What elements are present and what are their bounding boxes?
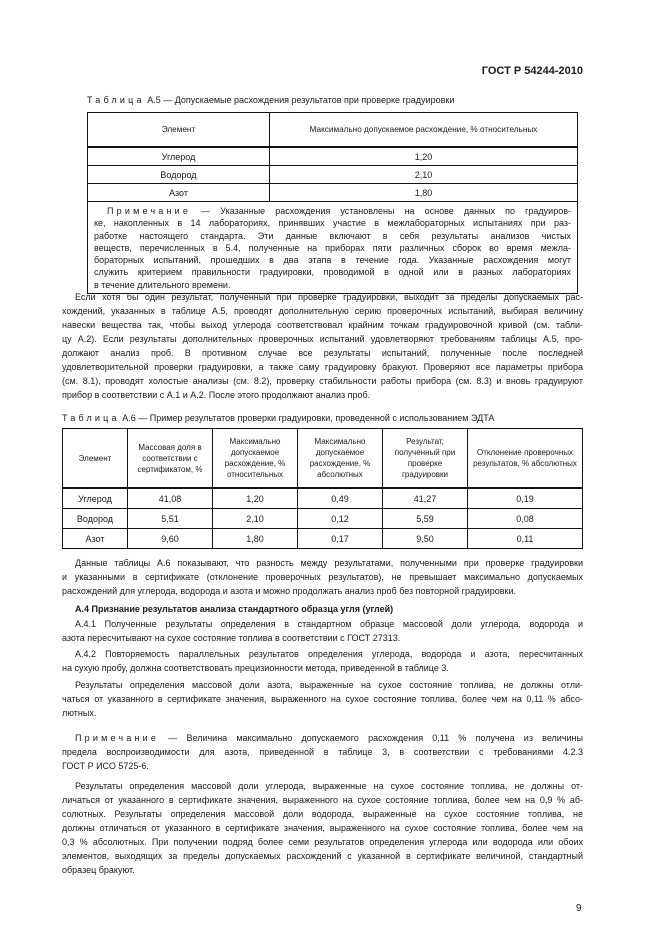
text-line: и указанными в сертификате (отклонение проверочных результатов), не превышает максимально допускаемых <box>62 572 583 582</box>
text-line: предела воспроизводимости для азота, приведенной в таблице 3, в соответствии с требованиями 4.2.3 <box>62 747 583 757</box>
cell: 1,80 <box>213 529 298 549</box>
cell: Азот <box>88 184 270 202</box>
text-line: Если хотя бы один результат, полученный при проверке градуировки, выходит за пределы допускаемых рас- <box>75 292 583 302</box>
cell: 0,17 <box>298 529 383 549</box>
paragraph-a42 <box>62 647 583 675</box>
column-header: Элемент <box>88 113 270 148</box>
text-line: чаться от указанного в сертификате значения, выраженного на сухое состояние топлива, более чем на 0,11 % абсо- <box>62 694 583 704</box>
cell: 41,08 <box>128 488 213 509</box>
text-line: в течение длительного времени. <box>94 279 231 290</box>
cell: 0,12 <box>298 509 383 529</box>
note-a4 <box>62 731 583 773</box>
table-row <box>63 488 583 509</box>
cell: Водород <box>63 509 128 529</box>
cell: 0,49 <box>298 488 383 509</box>
note-line <box>94 205 571 217</box>
text-line: личаться от указанного в сертификате значения, выраженного на сухое состояние топлива, более чем на 0,9 % аб- <box>62 795 583 805</box>
table-row <box>63 529 583 549</box>
paragraph-body <box>62 556 583 598</box>
text-line: Результаты определения массовой доли азота, выраженные на сухое состояние топлива, не должны отли- <box>75 680 583 690</box>
text-line: навески вещества так, чтобы выход углерода соответствовал крайним точкам градуировочной кривой (см. табли- <box>62 320 583 330</box>
note-body <box>62 745 583 773</box>
table-a5-caption <box>87 95 454 105</box>
text-line: элементов, выходящих за пределы допускаемых расхождений с указанной в сертификате величиной, стандартный <box>62 851 583 861</box>
document-id: ГОСТ Р 54244-2010 <box>481 65 583 77</box>
table-row <box>88 147 578 166</box>
table-row <box>63 509 583 529</box>
cell: 41,27 <box>383 488 468 509</box>
cell: Углерод <box>63 488 128 509</box>
text-line: 0,3 % абсолютных. При получении подряд более семи результатов определения углерода или водорода или обоих <box>62 837 583 847</box>
text-line: на сухую пробу, должна соответствовать прецизионности метода, приведенной в таблице 3. <box>62 663 449 673</box>
paragraph-table-a6-summary <box>62 556 583 598</box>
section-heading-a4: А.4 Признание результатов анализа стандартного образца угля (углей) <box>75 604 394 614</box>
text-line: прибор в соответствии с А.1 и А.2. После этого продолжают анализ проб. <box>62 390 371 400</box>
note-line <box>62 731 583 745</box>
column-header: Отклонение проверочных результатов, % абсолютных <box>468 429 583 489</box>
paragraph-nitrogen <box>62 678 583 720</box>
cell: 0,11 <box>468 529 583 549</box>
text-line: солютных. Результаты определения массовой доли водорода, выраженные на сухое состояние топлива, не <box>62 809 583 819</box>
cell: Углерод <box>88 147 270 166</box>
note-label: Примечание <box>75 733 160 743</box>
text-line: А.4.1 Полученные результаты определения в стандартном образце массовой доли углерода, водорода и <box>75 619 583 629</box>
text-line: расхождений для углерода, водорода и азота и можно продолжать анализ проб без повторной градуировки. <box>62 586 517 596</box>
caption-text: А.6 — Пример результатов проверки градуировки, проведенной с использованием ЭДТА <box>122 413 495 423</box>
cell: 9,50 <box>383 529 468 549</box>
page-number: 9 <box>576 903 582 914</box>
caption-label: Таблица <box>87 95 145 105</box>
text-line: А.4.2 Повторяемость параллельных результатов определения углерода, водорода и азота, пересчитанных <box>75 649 583 659</box>
column-header: Результат, полученный при проверке градуировки <box>383 429 468 489</box>
cell: 0,08 <box>468 509 583 529</box>
paragraph-recheck <box>62 290 583 402</box>
text-line: служить критерием правильности градуировки, проводимой в одной или в разных лабораториях <box>94 267 571 278</box>
cell: 1,20 <box>213 488 298 509</box>
cell: 9,60 <box>128 529 213 549</box>
note-label: Примечание <box>107 206 192 216</box>
text-line: азота пересчитывают на сухое состояние топлива в соответствии с ГОСТ 27313. <box>62 633 401 643</box>
text-line: веществ, перечисленных в 5.4, полученные на приборах пяти различных сборок во время межла- <box>94 242 571 253</box>
text-line: цу А.2). Если результаты дополнительных проверочных испытаний удовлетворяют требованиям таблицы А.5, про- <box>62 334 583 344</box>
column-header: Элемент <box>63 429 128 489</box>
table-note <box>88 202 578 294</box>
paragraph-a41 <box>62 617 583 645</box>
table-a5 <box>87 112 578 294</box>
text-line: лютных. <box>62 708 97 718</box>
table-row <box>88 166 578 184</box>
table-row <box>88 184 578 202</box>
paragraph-carbon-hydrogen <box>62 779 583 877</box>
cell: 5,59 <box>383 509 468 529</box>
text-line: хождений, указанных в таблице А.5, проводят дополнительную серию проверочных испытаний, выбирая величину <box>62 306 583 316</box>
table-a6-caption <box>62 413 494 423</box>
text-line: Данные таблицы А.6 показывают, что разность между результатами, полученными при проверке градуировки <box>75 558 583 568</box>
cell: 1,80 <box>270 184 578 202</box>
note-body <box>94 217 571 291</box>
text-line: ГОСТ Р ИСО 5725-6. <box>62 761 149 771</box>
column-header: Максимально допускаемое расхождение, % абсолютных <box>298 429 383 489</box>
text-line: (см. 8.1), проводят холостые анализы (см. 8.2), проверку стабильности работы прибора (см. 8.3) и вновь градуируют <box>62 376 583 386</box>
note-text: — Указанные расхождения установлены на основе данных по градуиров- <box>191 206 571 216</box>
note-text: — Величина максимально допускаемого расхождения 0,11 % получена из величины <box>168 733 583 743</box>
caption-text: А.5 — Допускаемые расхождения результатов при проверке градуировки <box>147 95 455 105</box>
cell: 5,51 <box>128 509 213 529</box>
text-line: ке, накопленных в 14 лабораториях, принявших участие в межлабораторных испытаниях при раз- <box>94 218 571 229</box>
text-line: должны отличаться от указанного в сертификате значения, выраженного на сухое состояние топлива, более чем на <box>62 823 583 833</box>
column-header: Максимально допускаемое расхождение, % относительных <box>270 113 578 148</box>
table-a6 <box>62 428 583 549</box>
text-line: бораторных испытаний, прошедших в два этапа в течение года. Указанные расхождения могут <box>94 255 571 266</box>
cell: 1,20 <box>270 147 578 166</box>
text-line: работке настоящего стандарта. Эти данные включают в себя результаты анализов чистых <box>94 230 571 241</box>
text-line: должают анализ проб. В противном случае все результаты испытаний, полученные после последней <box>62 348 583 358</box>
cell: Водород <box>88 166 270 184</box>
cell: Азот <box>63 529 128 549</box>
caption-label: Таблица <box>62 413 120 423</box>
column-header: Максимально допускаемое расхождение, % относительных <box>213 429 298 489</box>
text-line: образец бракуют. <box>62 865 135 875</box>
text-line: удовлетворительной проверки градуировки, а также саму градуировку бракуют. Проверяют все параметры прибора <box>62 362 583 372</box>
cell: 2,10 <box>270 166 578 184</box>
text-line: Результаты определения массовой доли углерода, выраженные на сухое состояние топлива, не должны от- <box>75 781 583 791</box>
column-header: Массовая доля в соответствии с сертификатом, % <box>128 429 213 489</box>
cell: 0,19 <box>468 488 583 509</box>
cell: 2,10 <box>213 509 298 529</box>
